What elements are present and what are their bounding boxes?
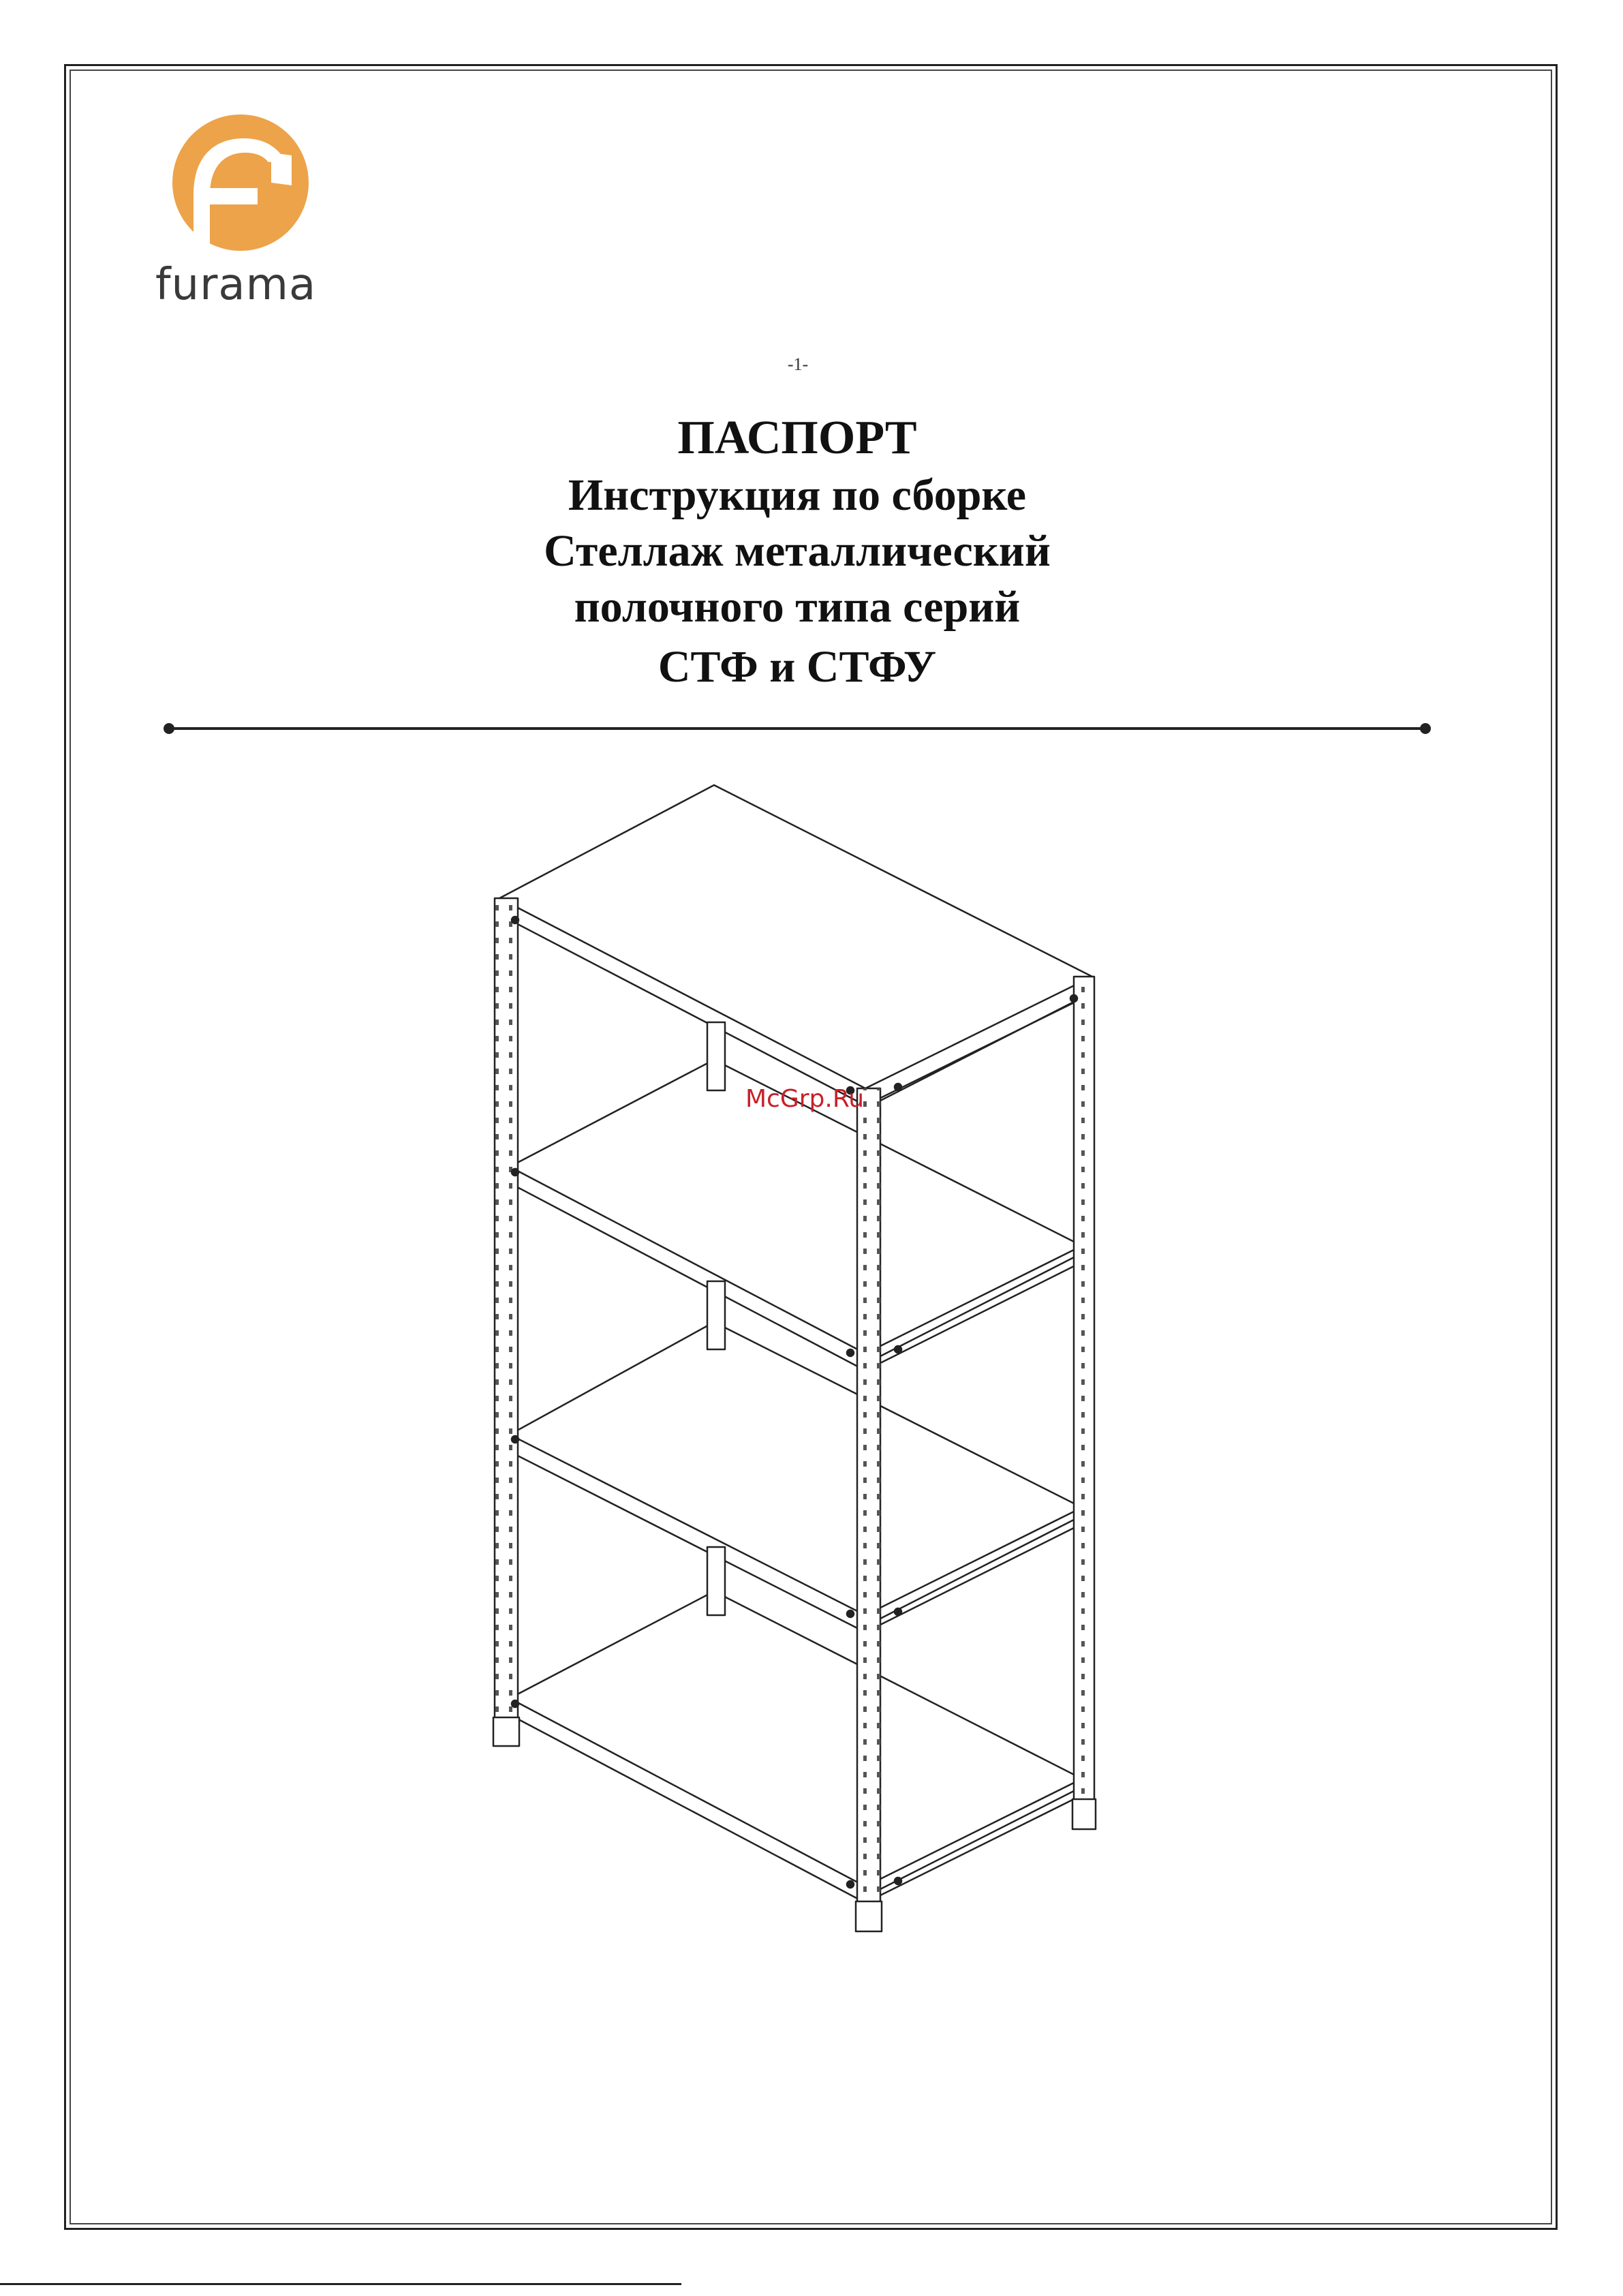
title-series-names: СТФ и СТФУ <box>658 642 937 692</box>
title-assembly-instructions: Инструкция по сборке <box>568 470 1027 520</box>
title-product-type: Стеллаж металлический <box>544 526 1051 576</box>
title-passport: ПАСПОРТ <box>677 412 917 464</box>
watermark: McGrp.Ru <box>745 1085 865 1113</box>
divider-endpoint-left <box>164 723 174 734</box>
company-logo <box>155 114 333 319</box>
metal-shelving-unit-4-shelves-icon <box>470 770 1117 1949</box>
logo-wordmark: furama <box>155 260 317 310</box>
furama-f-logo-icon <box>155 114 326 251</box>
divider-endpoint-right <box>1420 723 1431 734</box>
page-number: -1- <box>787 354 809 374</box>
document-title <box>341 409 1254 695</box>
footer-rule <box>0 2283 681 2285</box>
title-divider <box>168 727 1425 730</box>
title-product-series-label: полочного типа серий <box>574 582 1021 632</box>
shelving-unit-illustration <box>470 770 1117 1949</box>
